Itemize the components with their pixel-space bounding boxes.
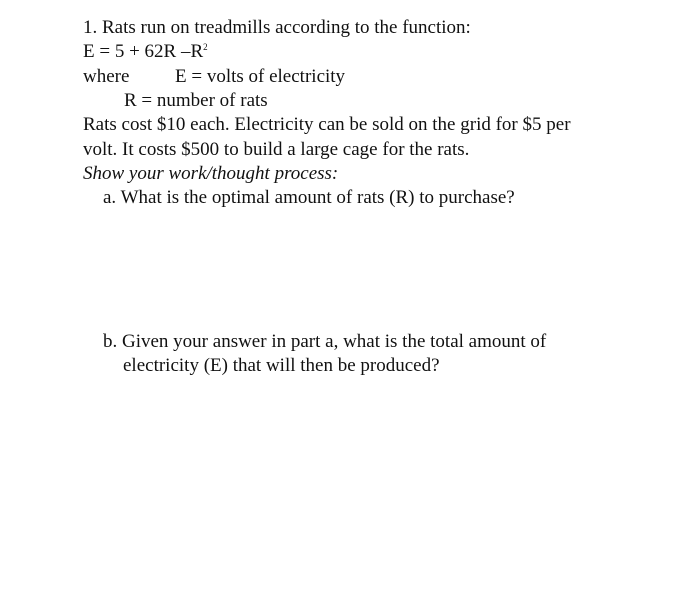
where-label: where (83, 66, 130, 87)
definition-r: R = number of rats (124, 90, 268, 111)
definition-e: E = volts of electricity (175, 66, 346, 87)
part-b-question-line-2: electricity (E) that will then be produced? (123, 355, 440, 376)
part-a-question: a. What is the optimal amount of rats (R) to purchase? (103, 187, 515, 208)
instruction-text: Show your work/thought process: (83, 163, 339, 184)
equation-line (83, 41, 208, 65)
equation-lhs: E = (83, 41, 115, 62)
context-line-1: Rats cost $10 each. Electricity can be sold on the grid for $5 per (83, 114, 571, 135)
equation-rhs: 5 + 62R –R (114, 41, 204, 62)
context-line-2: volt. It costs $500 to build a large cage for the rats. (83, 139, 470, 160)
equation-exponent: 2 (203, 42, 208, 52)
problem-heading: 1. Rats run on treadmills according to the function: (83, 17, 471, 38)
part-b-question-line-1: b. Given your answer in part a, what is the total amount of (103, 331, 547, 352)
